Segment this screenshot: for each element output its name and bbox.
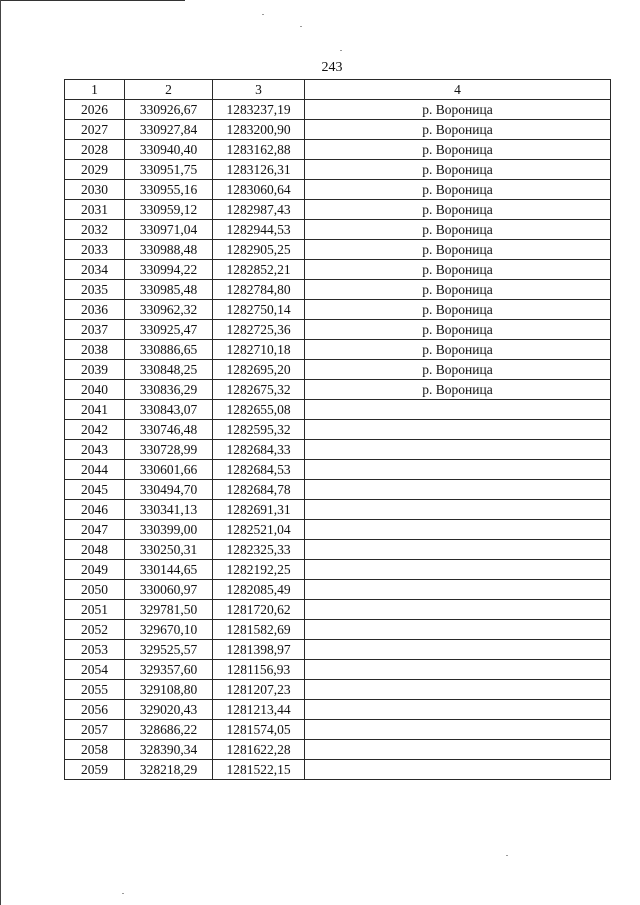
point-number-cell: 2028 (65, 140, 125, 160)
point-number-cell: 2030 (65, 180, 125, 200)
scan-speck (300, 26, 302, 27)
table-row (65, 480, 611, 500)
page-left-edge-line (0, 0, 1, 905)
description-cell (305, 740, 611, 760)
x-coordinate-cell: 328218,29 (125, 760, 213, 780)
scan-speck (262, 14, 264, 15)
x-coordinate-cell: 330940,40 (125, 140, 213, 160)
point-number-cell: 2052 (65, 620, 125, 640)
table-row (65, 180, 611, 200)
table-row (65, 300, 611, 320)
description-cell (305, 640, 611, 660)
x-coordinate-cell: 330951,75 (125, 160, 213, 180)
table-row (65, 120, 611, 140)
point-number-cell: 2055 (65, 680, 125, 700)
description-cell: р. Вороница (305, 220, 611, 240)
description-cell: р. Вороница (305, 100, 611, 120)
point-number-cell: 2044 (65, 460, 125, 480)
y-coordinate-cell: 1282750,14 (213, 300, 305, 320)
table-body (65, 100, 611, 780)
y-coordinate-cell: 1282595,32 (213, 420, 305, 440)
description-cell: р. Вороница (305, 360, 611, 380)
x-coordinate-cell: 330494,70 (125, 480, 213, 500)
description-cell: р. Вороница (305, 200, 611, 220)
table-header-row (65, 80, 611, 100)
point-number-cell: 2045 (65, 480, 125, 500)
x-coordinate-cell: 330848,25 (125, 360, 213, 380)
y-coordinate-cell: 1282695,20 (213, 360, 305, 380)
description-cell: р. Вороница (305, 340, 611, 360)
table-row (65, 680, 611, 700)
y-coordinate-cell: 1283126,31 (213, 160, 305, 180)
table-row (65, 520, 611, 540)
point-number-cell: 2054 (65, 660, 125, 680)
point-number-cell: 2059 (65, 760, 125, 780)
table-row (65, 240, 611, 260)
table-row (65, 400, 611, 420)
description-cell: р. Вороница (305, 120, 611, 140)
column-header-2: 2 (125, 80, 213, 100)
y-coordinate-cell: 1281582,69 (213, 620, 305, 640)
description-cell (305, 680, 611, 700)
description-cell (305, 580, 611, 600)
description-cell: р. Вороница (305, 140, 611, 160)
description-cell (305, 400, 611, 420)
y-coordinate-cell: 1281207,23 (213, 680, 305, 700)
y-coordinate-cell: 1281622,28 (213, 740, 305, 760)
description-cell: р. Вороница (305, 280, 611, 300)
point-number-cell: 2032 (65, 220, 125, 240)
x-coordinate-cell: 330962,32 (125, 300, 213, 320)
table-row (65, 200, 611, 220)
point-number-cell: 2031 (65, 200, 125, 220)
coordinates-table (64, 79, 611, 780)
point-number-cell: 2053 (65, 640, 125, 660)
x-coordinate-cell: 329357,60 (125, 660, 213, 680)
y-coordinate-cell: 1281213,44 (213, 700, 305, 720)
x-coordinate-cell: 330746,48 (125, 420, 213, 440)
table-row (65, 160, 611, 180)
y-coordinate-cell: 1282944,53 (213, 220, 305, 240)
description-cell: р. Вороница (305, 300, 611, 320)
description-cell: р. Вороница (305, 320, 611, 340)
description-cell (305, 700, 611, 720)
description-cell (305, 500, 611, 520)
x-coordinate-cell: 330399,00 (125, 520, 213, 540)
y-coordinate-cell: 1282852,21 (213, 260, 305, 280)
scan-speck (506, 855, 508, 856)
description-cell (305, 420, 611, 440)
point-number-cell: 2041 (65, 400, 125, 420)
table-row (65, 280, 611, 300)
point-number-cell: 2056 (65, 700, 125, 720)
point-number-cell: 2038 (65, 340, 125, 360)
y-coordinate-cell: 1282784,80 (213, 280, 305, 300)
description-cell (305, 660, 611, 680)
x-coordinate-cell: 329670,10 (125, 620, 213, 640)
table-row (65, 540, 611, 560)
point-number-cell: 2040 (65, 380, 125, 400)
point-number-cell: 2048 (65, 540, 125, 560)
y-coordinate-cell: 1282521,04 (213, 520, 305, 540)
point-number-cell: 2051 (65, 600, 125, 620)
description-cell (305, 560, 611, 580)
x-coordinate-cell: 329020,43 (125, 700, 213, 720)
x-coordinate-cell: 330250,31 (125, 540, 213, 560)
x-coordinate-cell: 330341,13 (125, 500, 213, 520)
y-coordinate-cell: 1283237,19 (213, 100, 305, 120)
point-number-cell: 2042 (65, 420, 125, 440)
point-number-cell: 2058 (65, 740, 125, 760)
page-number: 243 (321, 60, 343, 75)
description-cell (305, 520, 611, 540)
y-coordinate-cell: 1282987,43 (213, 200, 305, 220)
table-row (65, 360, 611, 380)
x-coordinate-cell: 330985,48 (125, 280, 213, 300)
description-cell (305, 460, 611, 480)
description-cell: р. Вороница (305, 380, 611, 400)
y-coordinate-cell: 1282905,25 (213, 240, 305, 260)
table-row (65, 460, 611, 480)
point-number-cell: 2046 (65, 500, 125, 520)
table-row (65, 640, 611, 660)
page-top-edge-line (0, 0, 185, 1)
y-coordinate-cell: 1281720,62 (213, 600, 305, 620)
table-row (65, 720, 611, 740)
x-coordinate-cell: 329108,80 (125, 680, 213, 700)
table-row (65, 620, 611, 640)
table-row (65, 320, 611, 340)
point-number-cell: 2026 (65, 100, 125, 120)
y-coordinate-cell: 1282325,33 (213, 540, 305, 560)
description-cell (305, 720, 611, 740)
table-row (65, 420, 611, 440)
description-cell (305, 760, 611, 780)
y-coordinate-cell: 1283060,64 (213, 180, 305, 200)
y-coordinate-cell: 1282192,25 (213, 560, 305, 580)
y-coordinate-cell: 1282710,18 (213, 340, 305, 360)
y-coordinate-cell: 1282725,36 (213, 320, 305, 340)
y-coordinate-cell: 1283200,90 (213, 120, 305, 140)
y-coordinate-cell: 1282675,32 (213, 380, 305, 400)
x-coordinate-cell: 330994,22 (125, 260, 213, 280)
y-coordinate-cell: 1283162,88 (213, 140, 305, 160)
x-coordinate-cell: 329525,57 (125, 640, 213, 660)
x-coordinate-cell: 328390,34 (125, 740, 213, 760)
x-coordinate-cell: 330836,29 (125, 380, 213, 400)
y-coordinate-cell: 1281156,93 (213, 660, 305, 680)
x-coordinate-cell: 330959,12 (125, 200, 213, 220)
table-row (65, 660, 611, 680)
point-number-cell: 2043 (65, 440, 125, 460)
point-number-cell: 2034 (65, 260, 125, 280)
table-row (65, 600, 611, 620)
x-coordinate-cell: 330601,66 (125, 460, 213, 480)
y-coordinate-cell: 1282691,31 (213, 500, 305, 520)
description-cell (305, 600, 611, 620)
table-row (65, 380, 611, 400)
description-cell: р. Вороница (305, 260, 611, 280)
x-coordinate-cell: 329781,50 (125, 600, 213, 620)
table-row (65, 560, 611, 580)
column-header-3: 3 (213, 80, 305, 100)
column-header-1: 1 (65, 80, 125, 100)
y-coordinate-cell: 1281574,05 (213, 720, 305, 740)
description-cell: р. Вороница (305, 240, 611, 260)
x-coordinate-cell: 330886,65 (125, 340, 213, 360)
table-row (65, 260, 611, 280)
table-row (65, 100, 611, 120)
x-coordinate-cell: 330843,07 (125, 400, 213, 420)
y-coordinate-cell: 1282655,08 (213, 400, 305, 420)
x-coordinate-cell: 330927,84 (125, 120, 213, 140)
description-cell: р. Вороница (305, 180, 611, 200)
description-cell (305, 480, 611, 500)
table-row (65, 580, 611, 600)
point-number-cell: 2029 (65, 160, 125, 180)
point-number-cell: 2033 (65, 240, 125, 260)
y-coordinate-cell: 1282684,78 (213, 480, 305, 500)
column-header-4: 4 (305, 80, 611, 100)
point-number-cell: 2036 (65, 300, 125, 320)
table-row (65, 500, 611, 520)
table-row (65, 220, 611, 240)
x-coordinate-cell: 330988,48 (125, 240, 213, 260)
scan-speck (340, 50, 342, 51)
x-coordinate-cell: 330144,65 (125, 560, 213, 580)
table-row (65, 700, 611, 720)
table-row (65, 440, 611, 460)
y-coordinate-cell: 1281522,15 (213, 760, 305, 780)
x-coordinate-cell: 330971,04 (125, 220, 213, 240)
point-number-cell: 2049 (65, 560, 125, 580)
table-row (65, 740, 611, 760)
point-number-cell: 2050 (65, 580, 125, 600)
y-coordinate-cell: 1281398,97 (213, 640, 305, 660)
x-coordinate-cell: 328686,22 (125, 720, 213, 740)
description-cell (305, 540, 611, 560)
y-coordinate-cell: 1282684,33 (213, 440, 305, 460)
x-coordinate-cell: 330955,16 (125, 180, 213, 200)
description-cell: р. Вороница (305, 160, 611, 180)
x-coordinate-cell: 330925,47 (125, 320, 213, 340)
description-cell (305, 440, 611, 460)
table-row (65, 340, 611, 360)
x-coordinate-cell: 330728,99 (125, 440, 213, 460)
description-cell (305, 620, 611, 640)
point-number-cell: 2057 (65, 720, 125, 740)
y-coordinate-cell: 1282684,53 (213, 460, 305, 480)
y-coordinate-cell: 1282085,49 (213, 580, 305, 600)
point-number-cell: 2037 (65, 320, 125, 340)
x-coordinate-cell: 330926,67 (125, 100, 213, 120)
point-number-cell: 2039 (65, 360, 125, 380)
table-row (65, 140, 611, 160)
x-coordinate-cell: 330060,97 (125, 580, 213, 600)
scan-speck (122, 893, 124, 894)
point-number-cell: 2027 (65, 120, 125, 140)
table-row (65, 760, 611, 780)
point-number-cell: 2035 (65, 280, 125, 300)
point-number-cell: 2047 (65, 520, 125, 540)
